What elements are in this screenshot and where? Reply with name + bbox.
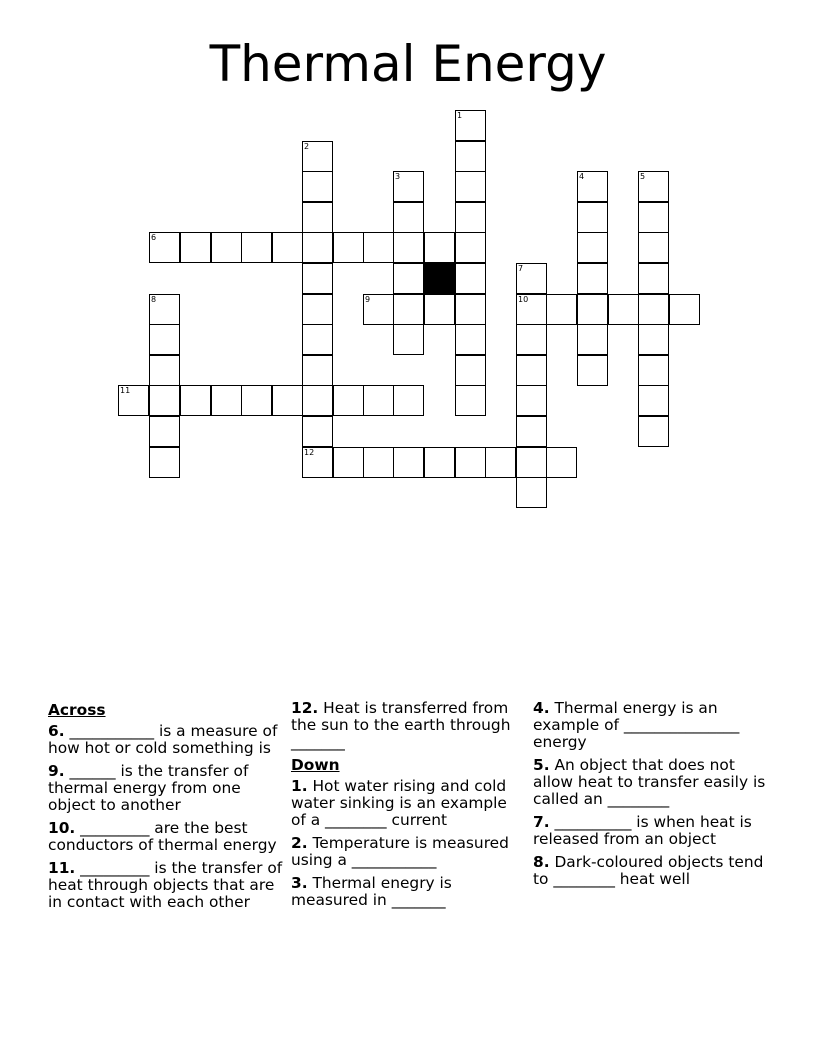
- grid-cell[interactable]: [180, 232, 211, 263]
- grid-cell[interactable]: [424, 447, 455, 478]
- grid-cell[interactable]: [638, 171, 669, 202]
- clue-number-label: 7: [518, 264, 524, 273]
- grid-cell[interactable]: [393, 263, 424, 294]
- grid-cell[interactable]: [302, 171, 333, 202]
- grid-cell[interactable]: [516, 355, 547, 386]
- grid-cell[interactable]: [302, 263, 333, 294]
- grid-cell[interactable]: [455, 141, 486, 172]
- grid-cell[interactable]: [577, 232, 608, 263]
- grid-cell[interactable]: [393, 324, 424, 355]
- grid-cell[interactable]: [638, 294, 669, 325]
- clue-number: 6.: [48, 722, 65, 740]
- grid-cell[interactable]: [180, 385, 211, 416]
- clue-number-label: 1: [457, 111, 463, 120]
- grid-cell[interactable]: [393, 447, 424, 478]
- grid-cell[interactable]: [577, 202, 608, 233]
- clue-number-label: 5: [640, 172, 646, 181]
- grid-cell[interactable]: [211, 232, 242, 263]
- clue-down-1: [291, 778, 521, 829]
- clues-column-3: [533, 700, 773, 894]
- clue-text: Thermal energy is an example of _______________ energy: [533, 699, 740, 751]
- clue-across-12: [291, 700, 521, 751]
- grid-cell[interactable]: [638, 232, 669, 263]
- grid-cell[interactable]: [363, 385, 394, 416]
- grid-cell[interactable]: [638, 385, 669, 416]
- grid-cell[interactable]: [272, 232, 303, 263]
- grid-cell[interactable]: [516, 263, 547, 294]
- grid-cell[interactable]: [393, 294, 424, 325]
- grid-cell[interactable]: [302, 232, 333, 263]
- grid-cell[interactable]: [302, 385, 333, 416]
- clue-down-8: [533, 854, 773, 888]
- grid-cell[interactable]: [149, 385, 180, 416]
- clue-number: 10.: [48, 819, 76, 837]
- grid-cell[interactable]: [149, 232, 180, 263]
- clue-number-label: 2: [304, 142, 310, 151]
- clue-text: ______ is the transfer of thermal energy from one object to another: [48, 762, 249, 814]
- clue-number-label: 6: [151, 233, 157, 242]
- clue-down-7: [533, 814, 773, 848]
- clue-down-5: [533, 757, 773, 808]
- grid-cell[interactable]: [241, 232, 272, 263]
- grid-cell[interactable]: [455, 263, 486, 294]
- grid-cell[interactable]: [455, 110, 486, 141]
- grid-cell[interactable]: [393, 232, 424, 263]
- clue-number: 11.: [48, 859, 76, 877]
- clue-down-4: [533, 700, 773, 751]
- grid-cell[interactable]: [393, 202, 424, 233]
- clue-number: 4.: [533, 699, 550, 717]
- grid-cell[interactable]: [638, 355, 669, 386]
- clue-text: Dark-coloured objects tend to ________ heat well: [533, 853, 764, 888]
- clue-down-2: [291, 835, 521, 869]
- clue-text: Thermal enegry is measured in _______: [291, 874, 452, 909]
- grid-cell[interactable]: [333, 232, 364, 263]
- grid-cell[interactable]: [516, 477, 547, 508]
- grid-cell[interactable]: [149, 355, 180, 386]
- grid-cell[interactable]: [393, 385, 424, 416]
- grid-cell[interactable]: [302, 202, 333, 233]
- grid-cell[interactable]: [302, 447, 333, 478]
- grid-cell[interactable]: [638, 416, 669, 447]
- grid-cell[interactable]: [546, 447, 577, 478]
- grid-cell[interactable]: [577, 324, 608, 355]
- grid-cell[interactable]: [577, 171, 608, 202]
- clue-text: __________ is when heat is released from an object: [533, 813, 752, 848]
- clue-number-label: 4: [579, 172, 585, 181]
- clue-text: _________ is the transfer of heat through objects that are in contact with each other: [48, 859, 283, 911]
- clue-text: Hot water rising and cold water sinking is an example of a ________ current: [291, 777, 507, 829]
- grid-cell[interactable]: [455, 171, 486, 202]
- grid-cell[interactable]: [149, 416, 180, 447]
- grid-cell[interactable]: [516, 294, 547, 325]
- grid-cell[interactable]: [546, 294, 577, 325]
- grid-cell[interactable]: [424, 232, 455, 263]
- grid-cell[interactable]: [118, 385, 149, 416]
- clue-number-label: 12: [304, 448, 315, 457]
- clue-number-label: 3: [395, 172, 401, 181]
- grid-cell[interactable]: [455, 294, 486, 325]
- grid-cell[interactable]: [455, 385, 486, 416]
- grid-cell[interactable]: [302, 355, 333, 386]
- clue-text: ___________ is a measure of how hot or cold something is: [48, 722, 278, 757]
- grid-cell[interactable]: [455, 324, 486, 355]
- clue-number: 12.: [291, 699, 319, 717]
- grid-cell[interactable]: [211, 385, 242, 416]
- clue-number: 9.: [48, 762, 65, 780]
- grid-cell[interactable]: [577, 355, 608, 386]
- grid-cell[interactable]: [455, 202, 486, 233]
- grid-cell[interactable]: [241, 385, 272, 416]
- clue-number: 5.: [533, 756, 550, 774]
- grid-cell[interactable]: [516, 416, 547, 447]
- grid-cell[interactable]: [363, 232, 394, 263]
- grid-cell[interactable]: [485, 447, 516, 478]
- clue-text: _________ are the best conductors of thermal energy: [48, 819, 277, 854]
- grid-cell[interactable]: [363, 447, 394, 478]
- clue-across-9: [48, 763, 283, 814]
- black-cell: [424, 263, 455, 294]
- grid-cell[interactable]: [302, 141, 333, 172]
- grid-cell[interactable]: [516, 324, 547, 355]
- grid-cell[interactable]: [302, 294, 333, 325]
- clue-down-3: [291, 875, 521, 909]
- grid-cell[interactable]: [424, 294, 455, 325]
- clue-number: 3.: [291, 874, 308, 892]
- clue-number-label: 11: [120, 386, 131, 395]
- grid-cell[interactable]: [638, 324, 669, 355]
- grid-cell[interactable]: [333, 385, 364, 416]
- clue-number: 7.: [533, 813, 550, 831]
- grid-cell[interactable]: [669, 294, 700, 325]
- grid-cell[interactable]: [302, 416, 333, 447]
- clue-across-6: [48, 723, 283, 757]
- puzzle-title: Thermal Energy: [209, 35, 607, 93]
- down-heading: Down: [291, 756, 340, 774]
- grid-cell[interactable]: [272, 385, 303, 416]
- grid-cell[interactable]: [393, 171, 424, 202]
- grid-cell[interactable]: [302, 324, 333, 355]
- grid-cell[interactable]: [638, 202, 669, 233]
- grid-cell[interactable]: [455, 447, 486, 478]
- across-heading: Across: [48, 701, 106, 719]
- clue-number-label: 8: [151, 295, 157, 304]
- grid-cell[interactable]: [577, 294, 608, 325]
- grid-cell[interactable]: [516, 385, 547, 416]
- clues-column-1: [48, 700, 283, 917]
- clue-number: 1.: [291, 777, 308, 795]
- grid-cell[interactable]: [333, 447, 364, 478]
- grid-cell[interactable]: [149, 294, 180, 325]
- grid-cell[interactable]: [608, 294, 639, 325]
- grid-cell[interactable]: [363, 294, 394, 325]
- grid-cell[interactable]: [455, 232, 486, 263]
- clue-number: 8.: [533, 853, 550, 871]
- grid-cell[interactable]: [455, 355, 486, 386]
- clue-number-label: 9: [365, 295, 371, 304]
- clue-number-label: 10: [518, 295, 529, 304]
- clue-text: An object that does not allow heat to transfer easily is called an ________: [533, 756, 766, 808]
- clues-column-2: [291, 700, 521, 915]
- clue-across-10: [48, 820, 283, 854]
- grid-cell[interactable]: [149, 324, 180, 355]
- clue-text: Heat is transferred from the sun to the earth through _______: [291, 699, 511, 751]
- grid-cell[interactable]: [516, 447, 547, 478]
- clue-text: Temperature is measured using a ___________: [291, 834, 509, 869]
- clue-across-11: [48, 860, 283, 911]
- grid-cell[interactable]: [638, 263, 669, 294]
- grid-cell[interactable]: [149, 447, 180, 478]
- clue-number: 2.: [291, 834, 308, 852]
- grid-cell[interactable]: [577, 263, 608, 294]
